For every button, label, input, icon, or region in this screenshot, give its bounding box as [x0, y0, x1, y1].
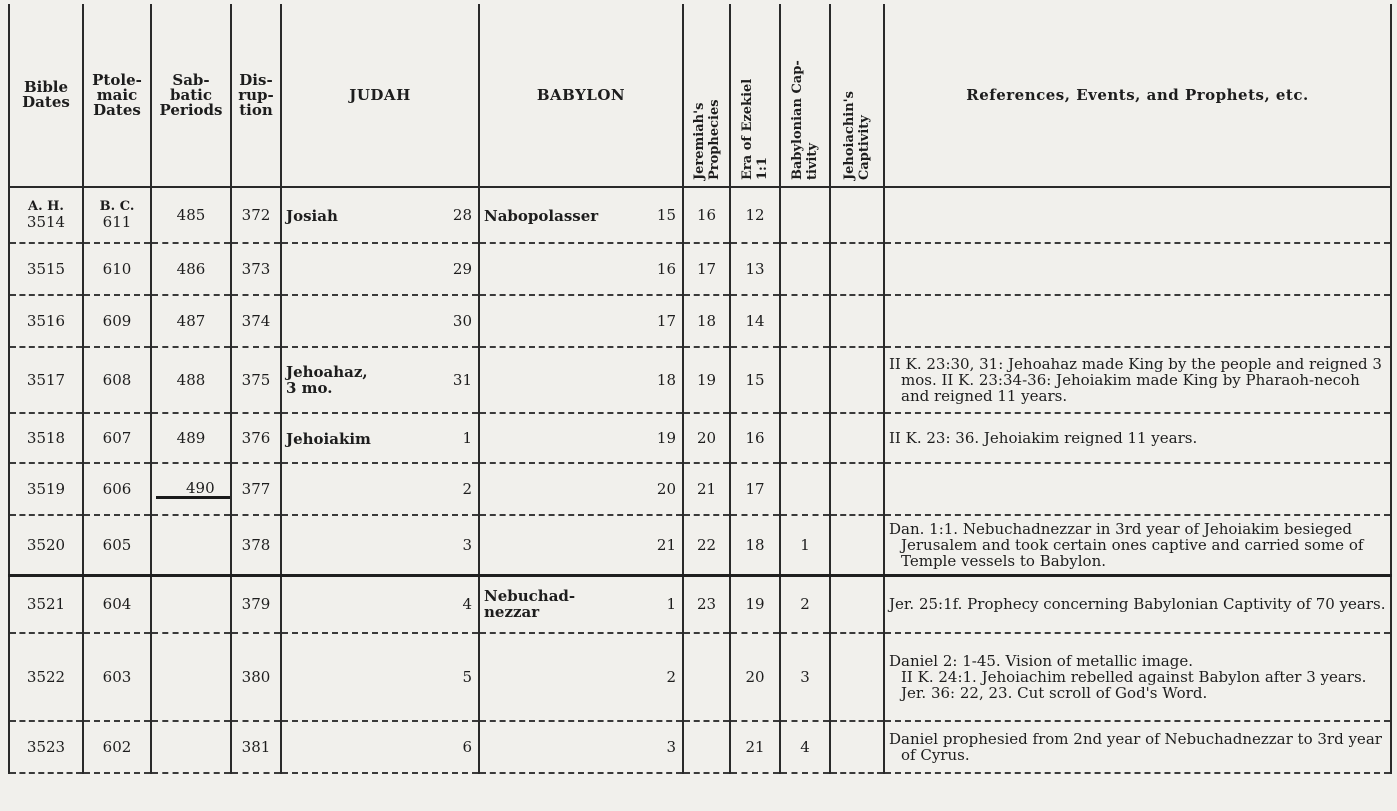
era-label-ah: A. H.: [28, 199, 64, 214]
jeremiah-prophecy-cell-value: 16: [696, 206, 717, 224]
reference-text: Daniel prophesied from 2nd year of Nebuchadnezzar to 3rd year of Cyrus.: [889, 730, 1382, 764]
ptolemaic-date-value: 604: [102, 595, 132, 614]
jeremiah-prophecy-cell: [683, 463, 730, 515]
bible-date-value: 3521: [26, 595, 66, 614]
header-era-of-ezekiel: Era of Ezekiel 1:1: [730, 4, 780, 187]
ezekiel-era-cell: [730, 633, 780, 721]
header-babylonian-captivity: Babylonian Cap- tivity: [780, 4, 830, 187]
sabbatic-period-value: 486: [176, 260, 206, 278]
ezekiel-era-cell: [730, 187, 780, 243]
disruption-cell: [231, 347, 281, 413]
jeremiah-prophecy-cell: [683, 295, 730, 347]
ezekiel-era-cell: [730, 295, 780, 347]
babylonian-captivity-cell: [780, 295, 830, 347]
babylonian-captivity-cell: [780, 575, 830, 633]
jeremiah-prophecy-cell: [683, 575, 730, 633]
chronology-table: [8, 4, 1392, 774]
babylonian-captivity-cell: [780, 463, 830, 515]
judah-cell: [281, 515, 479, 575]
sabbatic-period-value: 487: [176, 312, 206, 330]
disruption-cell: [231, 187, 281, 243]
bible-date-value: 3518: [26, 429, 66, 447]
era-label-bc: B. C.: [99, 199, 135, 214]
ptolemaic-date-cell: [83, 347, 151, 413]
sabbatic-period-cell: [151, 413, 231, 463]
babylon-reign-year: 1: [666, 595, 676, 614]
ptolemaic-date-value: 610: [102, 260, 132, 278]
header-jehoiachin-captivity: Jehoiachin's Captivity: [830, 4, 884, 187]
header-ptolemaic-dates: Ptole- maic Dates: [83, 4, 151, 187]
bible-date-cell: [9, 413, 83, 463]
sabbatic-period-cell: [151, 187, 231, 243]
sabbatic-period-cell: [151, 515, 231, 575]
babylonian-captivity-cell: [780, 243, 830, 295]
table-row: [9, 295, 1391, 347]
header-disruption: Dis- rup- tion: [231, 4, 281, 187]
ezekiel-era-cell: [730, 243, 780, 295]
ptolemaic-date-cell: [83, 463, 151, 515]
reference-cell: [884, 463, 1391, 515]
ptolemaic-date-value: 609: [102, 312, 132, 330]
reference-cell: [884, 575, 1391, 633]
table-row: [9, 633, 1391, 721]
ezekiel-era-cell-value: 21: [745, 738, 765, 756]
babylonian-captivity-cell: [780, 187, 830, 243]
babylon-cell: [479, 347, 683, 413]
babylonian-captivity-cell: [780, 721, 830, 773]
bible-date-cell: [9, 347, 83, 413]
judah-reign-year: 31: [452, 371, 472, 389]
table-row: [9, 463, 1391, 515]
bible-date-cell: [9, 633, 83, 721]
babylon-cell: [479, 633, 683, 721]
ptolemaic-date-value: 611: [102, 213, 132, 231]
table-row: [9, 187, 1391, 243]
judah-cell: [281, 295, 479, 347]
table-row: [9, 575, 1391, 633]
sabbatic-period-cell: [151, 243, 231, 295]
babylon-cell: [479, 187, 683, 243]
jeremiah-prophecy-cell: [683, 721, 730, 773]
ezekiel-era-cell-value: 13: [745, 260, 765, 278]
table-row: [9, 347, 1391, 413]
judah-cell: [281, 347, 479, 413]
ezekiel-era-cell: [730, 347, 780, 413]
babylon-reign-year: 17: [656, 312, 676, 330]
babylon-cell: [479, 295, 683, 347]
reference-text: Jer. 25:1f. Prophecy concerning Babylonian Captivity of 70 years.: [889, 595, 1386, 614]
judah-king-name: Josiah: [286, 206, 338, 225]
judah-cell: [281, 413, 479, 463]
reference-text: II K. 23:30, 31: Jehoahaz made King by the people and reigned 3 mos. II K. 23:34-36: Jehoiakim made King by Pharaoh-necoh and reigned 11 years.: [889, 355, 1382, 405]
table-row: [9, 243, 1391, 295]
babylon-reign-year: 16: [656, 260, 676, 278]
jehoiachin-captivity-cell: [830, 721, 884, 773]
ptolemaic-date-cell: [83, 575, 151, 633]
jeremiah-prophecy-cell-value: 23: [696, 595, 717, 614]
judah-reign-year: 3: [462, 535, 472, 554]
disruption-cell-value: 381: [241, 738, 271, 756]
ezekiel-era-cell-value: 18: [745, 535, 765, 554]
ptolemaic-date-cell: [83, 633, 151, 721]
bible-date-cell: [9, 575, 83, 633]
jehoiachin-captivity-cell: [830, 187, 884, 243]
judah-king-name: Jehoahaz, 3 mo.: [286, 363, 368, 397]
judah-cell: [281, 575, 479, 633]
ptolemaic-date-cell: [83, 721, 151, 773]
judah-reign-year: 28: [452, 206, 472, 224]
bible-date-value: 3517: [26, 371, 66, 389]
bible-date-value: 3516: [26, 312, 66, 330]
disruption-cell: [231, 633, 281, 721]
jehoiachin-captivity-cell: [830, 295, 884, 347]
header-references: References, Events, and Prophets, etc.: [884, 4, 1391, 187]
ptolemaic-date-value: 603: [102, 668, 132, 686]
babylon-reign-year: 15: [656, 206, 676, 224]
judah-cell: [281, 721, 479, 773]
babylonian-captivity-cell-value: 1: [800, 535, 810, 554]
ezekiel-era-cell: [730, 413, 780, 463]
judah-reign-year: 30: [452, 312, 472, 330]
bible-date-value: 3523: [26, 738, 66, 756]
reference-cell: [884, 515, 1391, 575]
disruption-cell-value: 372: [241, 206, 271, 224]
bible-date-value: 3520: [26, 535, 66, 554]
ezekiel-era-cell-value: 12: [745, 206, 765, 224]
jeremiah-prophecy-cell-value: 21: [696, 480, 717, 498]
babylon-reign-year: 21: [656, 535, 676, 554]
sabbatic-period-cell: [151, 295, 231, 347]
bible-date-cell: [9, 187, 83, 243]
babylon-king-name: Nabopolasser: [484, 206, 599, 225]
jeremiah-prophecy-cell-value: 19: [696, 371, 717, 389]
ptolemaic-date-cell: [83, 515, 151, 575]
disruption-cell: [231, 575, 281, 633]
disruption-cell: [231, 515, 281, 575]
babylon-reign-year: 19: [656, 429, 676, 447]
babylon-cell: [479, 463, 683, 515]
jeremiah-prophecy-cell-value: 20: [696, 429, 717, 447]
chart-body: [9, 187, 1391, 773]
jeremiah-prophecy-cell-value: 22: [696, 535, 717, 554]
jeremiah-prophecy-cell: [683, 347, 730, 413]
disruption-cell-value: 380: [241, 668, 271, 686]
reference-text: Daniel 2: 1-45. Vision of metallic image. II K. 24:1. Jehoiachim rebelled against Babylon after 3 years. Jer. 36: 22, 23. Cut scroll of God's Word.: [889, 652, 1367, 702]
ezekiel-era-cell-value: 14: [745, 312, 765, 330]
jeremiah-prophecy-cell: [683, 413, 730, 463]
judah-cell: [281, 633, 479, 721]
judah-reign-year: 1: [462, 429, 472, 447]
disruption-cell-value: 374: [241, 312, 271, 330]
sabbatic-period-value: 485: [176, 206, 206, 224]
sabbatic-period-cell: [151, 347, 231, 413]
jeremiah-prophecy-cell-value: 18: [696, 312, 717, 330]
babylon-cell: [479, 413, 683, 463]
ezekiel-era-cell-value: 17: [745, 480, 765, 498]
ptolemaic-date-value: 607: [102, 429, 132, 447]
header-bible-dates: Bible Dates: [9, 4, 83, 187]
ptolemaic-date-value: 605: [102, 535, 132, 554]
babylonian-captivity-cell-value: 4: [800, 738, 810, 756]
ptolemaic-date-value: 602: [102, 738, 132, 756]
reference-cell: [884, 413, 1391, 463]
sabbatic-period-value: 490: [156, 480, 231, 499]
disruption-cell: [231, 295, 281, 347]
ezekiel-era-cell: [730, 575, 780, 633]
ezekiel-era-cell: [730, 721, 780, 773]
reference-cell: [884, 633, 1391, 721]
babylon-reign-year: 20: [656, 480, 676, 498]
babylon-cell: [479, 515, 683, 575]
disruption-cell: [231, 463, 281, 515]
ptolemaic-date-cell: [83, 187, 151, 243]
judah-reign-year: 6: [462, 738, 472, 756]
bible-date-cell: [9, 243, 83, 295]
reference-cell: [884, 187, 1391, 243]
ptolemaic-date-cell: [83, 295, 151, 347]
jehoiachin-captivity-cell: [830, 575, 884, 633]
ezekiel-era-cell: [730, 463, 780, 515]
jeremiah-prophecy-cell: [683, 243, 730, 295]
judah-reign-year: 5: [462, 668, 472, 686]
babylon-reign-year: 2: [666, 668, 676, 686]
ezekiel-era-cell-value: 16: [745, 429, 765, 447]
judah-reign-year: 2: [462, 480, 472, 498]
ptolemaic-date-cell: [83, 413, 151, 463]
bible-date-cell: [9, 515, 83, 575]
jeremiah-prophecy-cell: [683, 515, 730, 575]
header-jeremiah-prophecies: Jeremiah's Prophecies: [683, 4, 730, 187]
jehoiachin-captivity-cell: [830, 413, 884, 463]
jeremiah-prophecy-cell-value: 17: [696, 260, 717, 278]
reference-text: II K. 23: 36. Jehoiakim reigned 11 years.: [889, 429, 1198, 447]
ezekiel-era-cell-value: 15: [745, 371, 765, 389]
babylon-cell: [479, 575, 683, 633]
bible-date-value: 3522: [26, 668, 66, 686]
jeremiah-prophecy-cell: [683, 187, 730, 243]
babylon-reign-year: 3: [666, 738, 676, 756]
ezekiel-era-cell: [730, 515, 780, 575]
sabbatic-period-cell: [151, 575, 231, 633]
babylon-cell: [479, 243, 683, 295]
jehoiachin-captivity-cell: [830, 515, 884, 575]
header-judah: JUDAH: [281, 4, 479, 187]
bible-date-value: 3515: [26, 260, 66, 278]
judah-reign-year: 4: [462, 595, 472, 614]
disruption-cell: [231, 243, 281, 295]
disruption-cell: [231, 413, 281, 463]
disruption-cell-value: 377: [241, 480, 271, 498]
bible-date-cell: [9, 295, 83, 347]
babylonian-captivity-cell: [780, 515, 830, 575]
reference-cell: [884, 347, 1391, 413]
babylonian-captivity-cell: [780, 347, 830, 413]
disruption-cell-value: 378: [241, 535, 271, 554]
babylonian-captivity-cell: [780, 413, 830, 463]
babylonian-captivity-cell: [780, 633, 830, 721]
judah-cell: [281, 463, 479, 515]
ptolemaic-date-value: 608: [102, 371, 132, 389]
sabbatic-period-value: 489: [176, 429, 206, 447]
ptolemaic-date-cell: [83, 243, 151, 295]
judah-reign-year: 29: [452, 260, 472, 278]
disruption-cell-value: 375: [241, 371, 271, 389]
bible-date-cell: [9, 463, 83, 515]
disruption-cell-value: 379: [241, 595, 271, 614]
bible-date-cell: [9, 721, 83, 773]
bible-date-value: 3519: [26, 480, 66, 498]
reference-cell: [884, 243, 1391, 295]
jehoiachin-captivity-cell: [830, 633, 884, 721]
table-row: [9, 413, 1391, 463]
table-row: [9, 721, 1391, 773]
sabbatic-period-cell: [151, 721, 231, 773]
table-row: [9, 515, 1391, 575]
ezekiel-era-cell-value: 20: [745, 668, 765, 686]
disruption-cell-value: 376: [241, 429, 271, 447]
judah-cell: [281, 187, 479, 243]
jeremiah-prophecy-cell: [683, 633, 730, 721]
sabbatic-period-cell: [151, 463, 231, 515]
babylonian-captivity-cell-value: 3: [800, 668, 810, 686]
judah-king-name: Jehoiakim: [286, 429, 371, 448]
jehoiachin-captivity-cell: [830, 463, 884, 515]
babylon-cell: [479, 721, 683, 773]
sabbatic-period-cell: [151, 633, 231, 721]
sabbatic-period-value: 488: [176, 371, 206, 389]
disruption-cell-value: 373: [241, 260, 271, 278]
header-babylon: BABYLON: [479, 4, 683, 187]
jehoiachin-captivity-cell: [830, 347, 884, 413]
disruption-cell: [231, 721, 281, 773]
babylonian-captivity-cell-value: 2: [800, 595, 810, 614]
header-row: [9, 4, 1391, 187]
babylon-king-name: Nebuchad- nezzar: [484, 587, 576, 622]
ptolemaic-date-value: 606: [102, 480, 132, 498]
babylon-reign-year: 18: [656, 371, 676, 389]
judah-cell: [281, 243, 479, 295]
ezekiel-era-cell-value: 19: [745, 595, 765, 614]
header-sabbatic-periods: Sab- batic Periods: [151, 4, 231, 187]
reference-cell: [884, 295, 1391, 347]
bible-date-value: 3514: [26, 213, 66, 231]
reference-cell: [884, 721, 1391, 773]
jehoiachin-captivity-cell: [830, 243, 884, 295]
reference-text: Dan. 1:1. Nebuchadnezzar in 3rd year of Jehoiakim besieged Jerusalem and took certain ones captive and carried some of Temple vessels to Babylon.: [889, 519, 1364, 570]
